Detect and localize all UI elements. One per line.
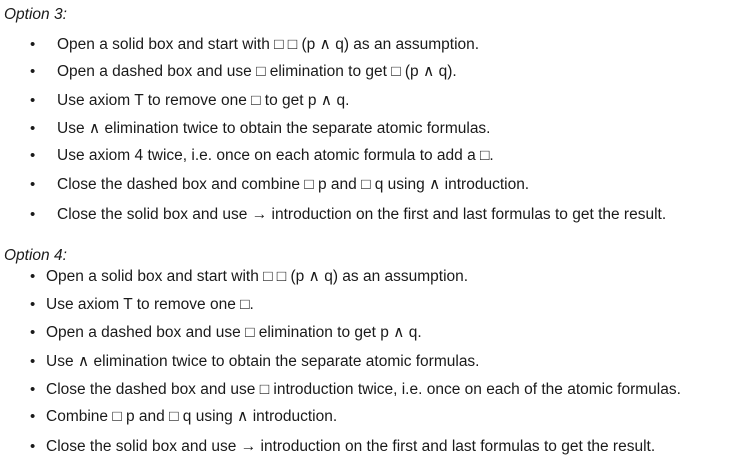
list-item-text: Use axiom 4 twice, i.e. once on each atomic formula to add a □. <box>57 147 494 164</box>
bullet-icon: • <box>30 438 36 455</box>
bullet-icon: • <box>30 381 36 398</box>
list-item-text: Use axiom T to remove one □ to get p ∧ q. <box>57 92 350 109</box>
bullet-icon: • <box>30 63 36 80</box>
bullet-icon: • <box>30 36 36 53</box>
bullet-icon: • <box>30 268 36 285</box>
bullet-icon: • <box>30 324 36 341</box>
bullet-icon: • <box>30 176 36 193</box>
list-item-text: Use ∧ elimination twice to obtain the separate atomic formulas. <box>57 120 491 137</box>
option-3-heading: Option 3: <box>4 6 67 23</box>
list-item-text: Combine □ p and □ q using ∧ introduction. <box>46 408 338 425</box>
bullet-icon: • <box>30 206 36 223</box>
bullet-icon: • <box>30 147 36 164</box>
bullet-icon: • <box>30 408 36 425</box>
list-item-text: Close the solid box and use → introduction on the first and last formulas to get the result. <box>46 438 656 455</box>
bullet-icon: • <box>30 296 36 313</box>
list-item-text: Open a dashed box and use □ elimination to get □ (p ∧ q). <box>57 63 457 80</box>
bullet-icon: • <box>30 120 36 137</box>
list-item-text: Open a solid box and start with □ □ (p ∧ q) as an assumption. <box>46 268 469 285</box>
list-item-text: Use axiom T to remove one □. <box>46 296 254 313</box>
list-item-text: Open a solid box and start with □ □ (p ∧ q) as an assumption. <box>57 36 480 53</box>
list-item-text: Close the dashed box and combine □ p and □ q using ∧ introduction. <box>57 176 530 193</box>
list-item-text: Close the solid box and use → introduction on the first and last formulas to get the result. <box>57 206 667 223</box>
bullet-icon: • <box>30 92 36 109</box>
bullet-icon: • <box>30 353 36 370</box>
option-4-heading: Option 4: <box>4 247 67 264</box>
list-item-text: Close the dashed box and use □ introduction twice, i.e. once on each of the atomic formulas. <box>46 381 681 398</box>
list-item-text: Use ∧ elimination twice to obtain the separate atomic formulas. <box>46 353 480 370</box>
list-item-text: Open a dashed box and use □ elimination to get p ∧ q. <box>46 324 422 341</box>
